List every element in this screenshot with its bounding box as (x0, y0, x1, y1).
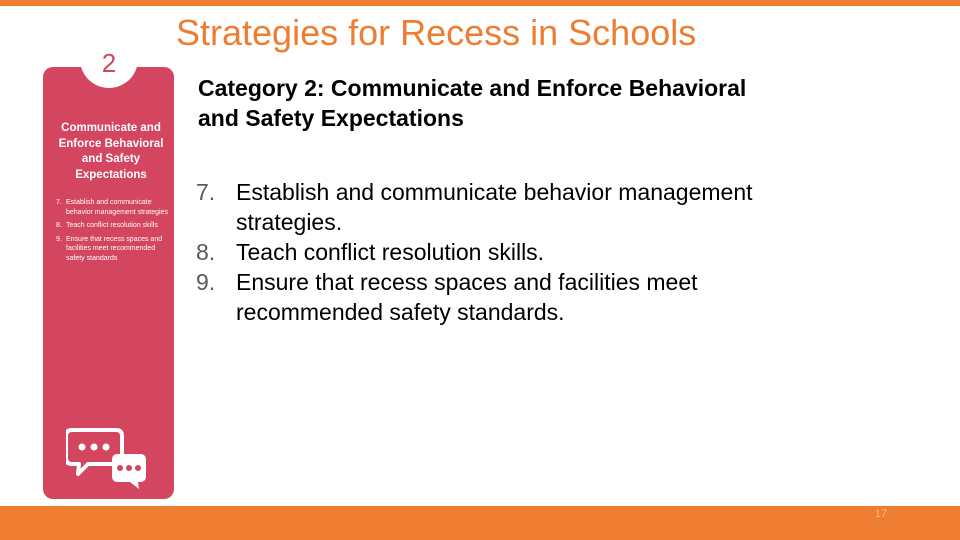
strategy-number: 9. (196, 269, 216, 295)
card-list-item (56, 235, 168, 264)
card-number: 2 (101, 48, 117, 78)
card-strategy-list (56, 198, 168, 267)
strategy-text: Teach conflict resolution skills. (236, 239, 545, 265)
strategy-text: Establish and communicate behavior management strategies. (236, 179, 753, 235)
card-item-text: Ensure that recess spaces and facilities meet recommended safety standards (66, 235, 163, 262)
card-item-number: 9. (56, 235, 62, 243)
category-title: Category 2: Communicate and Enforce Behavioral and Safety Expectations (198, 75, 747, 131)
card-list-item (56, 198, 168, 217)
strategy-text: Ensure that recess spaces and facilities meet recommended safety standards. (236, 269, 698, 325)
strategy-number: 7. (196, 179, 216, 205)
strategy-item (196, 267, 816, 327)
card-item-text: Establish and communicate behavior management strategies (66, 199, 168, 216)
card-list-item (56, 221, 168, 231)
chat-bubbles-icon (66, 426, 152, 490)
slide-title: Strategies for Recess in Schools (176, 12, 697, 53)
top-accent-bar (0, 0, 960, 6)
strategy-number: 8. (196, 239, 216, 265)
card-item-text: Teach conflict resolution skills (66, 222, 158, 229)
strategy-list (196, 177, 816, 327)
card-item-number: 8. (56, 222, 62, 229)
card-item-number: 7. (56, 199, 62, 206)
slide-number: 17 (874, 508, 888, 520)
card-heading: Communicate and Enforce Behavioral and Safety Expectations (58, 122, 164, 181)
strategy-item (196, 237, 816, 267)
strategy-item (196, 177, 816, 237)
bottom-accent-bar (0, 506, 960, 540)
